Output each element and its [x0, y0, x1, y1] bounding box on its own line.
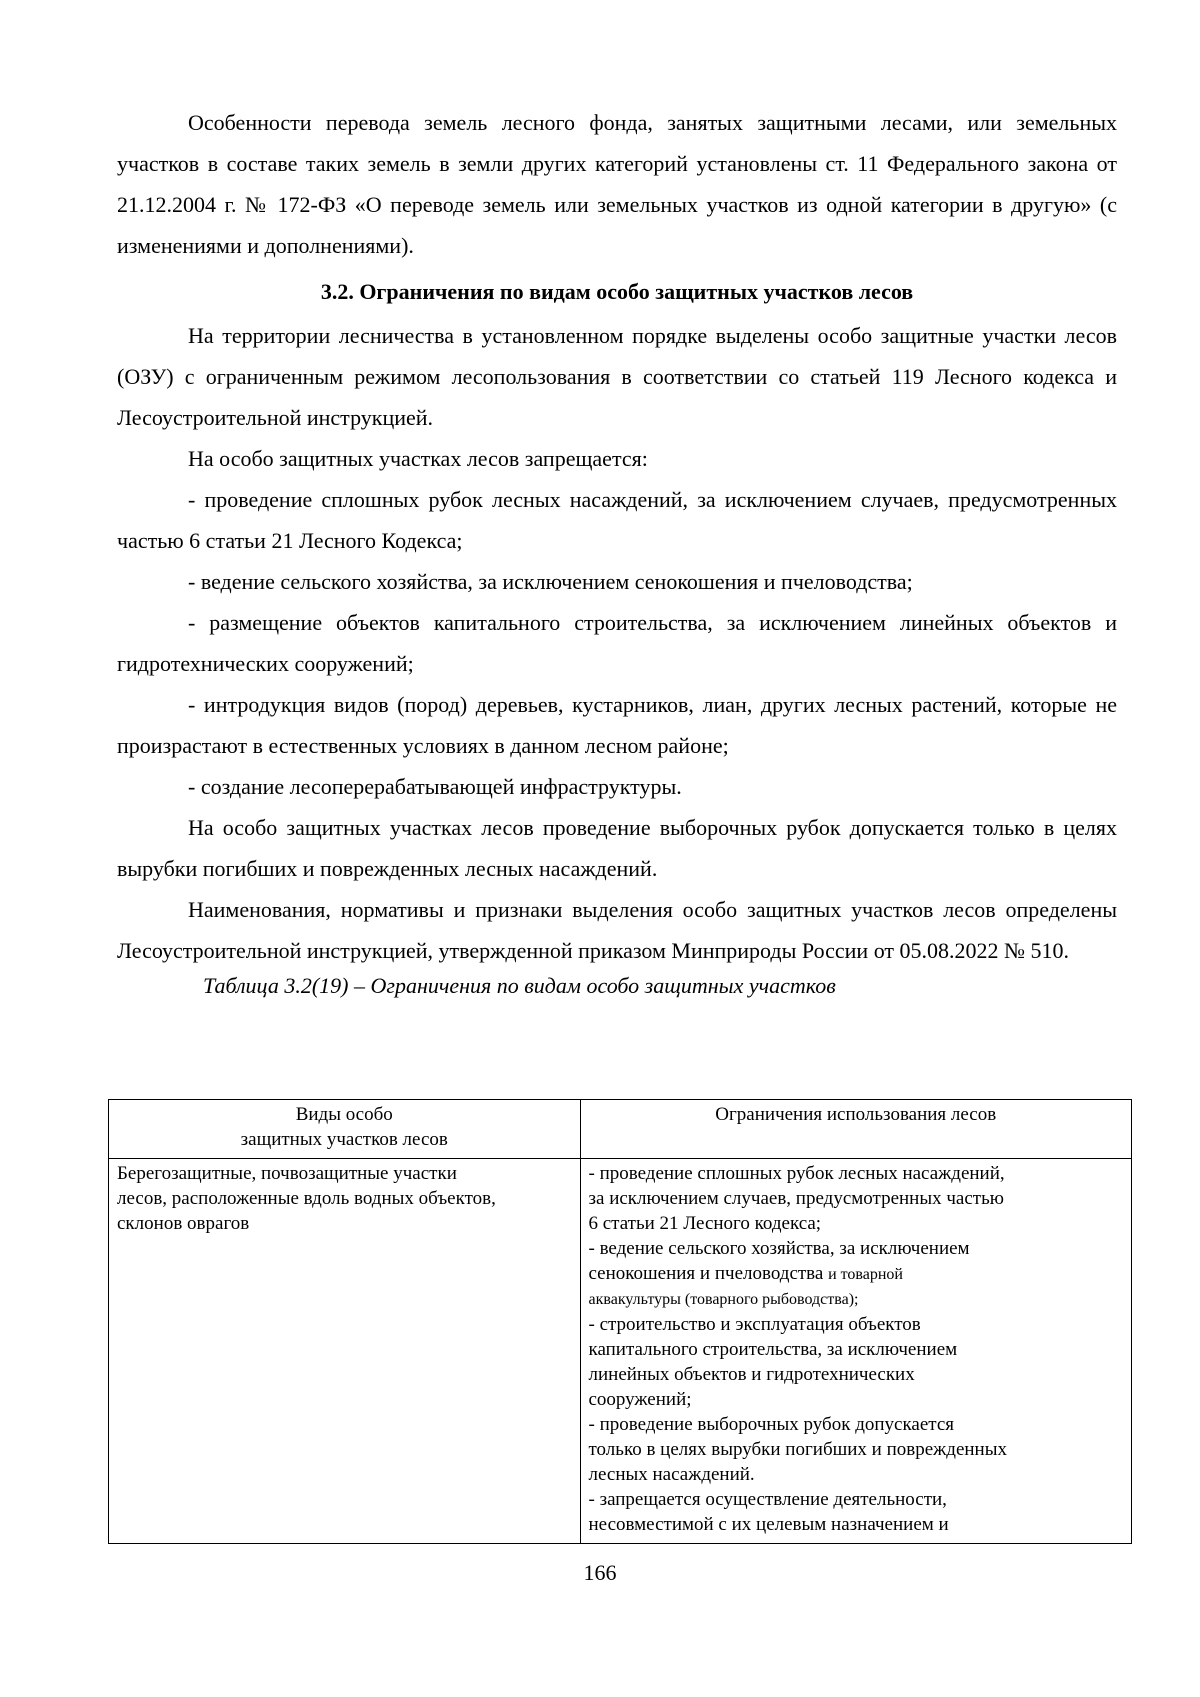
header-text: Виды особо	[295, 1104, 393, 1125]
cell-text: линейных объектов и гидротехнических	[588, 1364, 915, 1385]
cell-type	[109, 1159, 581, 1544]
header-cell-restrictions: Ограничения использования лесов	[580, 1100, 1132, 1159]
cell-text: - проведение сплошных рубок лесных насаждений,	[588, 1163, 1005, 1184]
restrictions-table	[108, 1099, 1132, 1544]
paragraph: На особо защитных участках лесов проведение выборочных рубок допускается только в целях вырубки погибших и поврежденных лесных насаждений.	[117, 815, 1117, 881]
header-text: защитных участков лесов	[240, 1129, 448, 1150]
cell-text: сооружений;	[588, 1389, 692, 1410]
header-cell-types	[109, 1100, 581, 1159]
cell-text: Берегозащитные, почвозащитные участки	[117, 1163, 457, 1184]
paragraph: На территории лесничества в установленном порядке выделены особо защитные участки лесов (ОЗУ) с ограниченным режимом лесопользования в соответствии со статьей 119 Лесного кодекса и Лесоустроительной инструкцией.	[117, 323, 1117, 430]
cell-text-small: и товарной	[828, 1266, 903, 1283]
page-number: 166	[583, 1560, 617, 1585]
list-item: - проведение сплошных рубок лесных насаждений, за исключением случаев, предусмотренных частью 6 статьи 21 Лесного Кодекса;	[117, 487, 1117, 553]
intro-paragraph: Особенности перевода земель лесного фонда, занятых защитными лесами, или земельных участков в составе таких земель в земли других категорий установлены ст. 11 Федерального закона от 21.12.2004 г. № 172-ФЗ «О переводе земель или земельных участков из одной категории в другую» (с изменениями и дополнениями).	[117, 110, 1117, 258]
cell-text: - строительство и эксплуатация объектов	[588, 1314, 921, 1335]
cell-text-small: аквакультуры (товарного рыбоводства);	[588, 1291, 859, 1308]
cell-restrictions	[580, 1159, 1132, 1544]
cell-text: лесов, расположенные вдоль водных объектов,	[117, 1188, 496, 1209]
cell-text: несовместимой с их целевым назначением и	[588, 1514, 949, 1535]
cell-text: только в целях вырубки погибших и поврежденных	[588, 1439, 1007, 1460]
cell-text: 6 статьи 21 Лесного кодекса;	[588, 1213, 822, 1234]
cell-text: склонов оврагов	[117, 1213, 250, 1234]
list-item: - размещение объектов капитального строительства, за исключением линейных объектов и гидротехнических сооружений;	[117, 610, 1117, 676]
list-item: - интродукция видов (пород) деревьев, кустарников, лиан, других лесных растений, которые не произрастают в естественных условиях в данном лесном районе;	[117, 692, 1117, 758]
cell-text: лесных насаждений.	[588, 1464, 755, 1485]
list-item: - создание лесоперерабатывающей инфраструктуры.	[188, 774, 682, 799]
cell-text: капитального строительства, за исключением	[588, 1339, 958, 1360]
text-body	[117, 102, 1117, 1007]
cell-text: - запрещается осуществление деятельности,	[588, 1489, 947, 1510]
table-caption: Таблица 3.2(19) – Ограничения по видам особо защитных участков	[203, 973, 836, 998]
section-title: 3.2. Ограничения по видам особо защитных участков лесов	[320, 279, 914, 304]
paragraph: Наименования, нормативы и признаки выделения особо защитных участков лесов определены Лесоустроительной инструкцией, утвержденной приказом Минприроды России от 05.08.2022 № 510.	[117, 897, 1117, 963]
cell-text: за исключением случаев, предусмотренных частью	[588, 1188, 1004, 1209]
cell-text-line	[589, 1261, 1124, 1287]
table-header-row	[109, 1100, 1132, 1159]
cell-text: - проведение выборочных рубок допускается	[588, 1414, 954, 1435]
paragraph: На особо защитных участках лесов запрещается:	[188, 446, 648, 471]
cell-text: сенокошения и пчеловодства	[588, 1263, 824, 1284]
cell-text: - ведение сельского хозяйства, за исключением	[588, 1238, 970, 1259]
list-item: - ведение сельского хозяйства, за исключением сенокошения и пчеловодства;	[188, 569, 913, 594]
table-row	[109, 1159, 1132, 1544]
